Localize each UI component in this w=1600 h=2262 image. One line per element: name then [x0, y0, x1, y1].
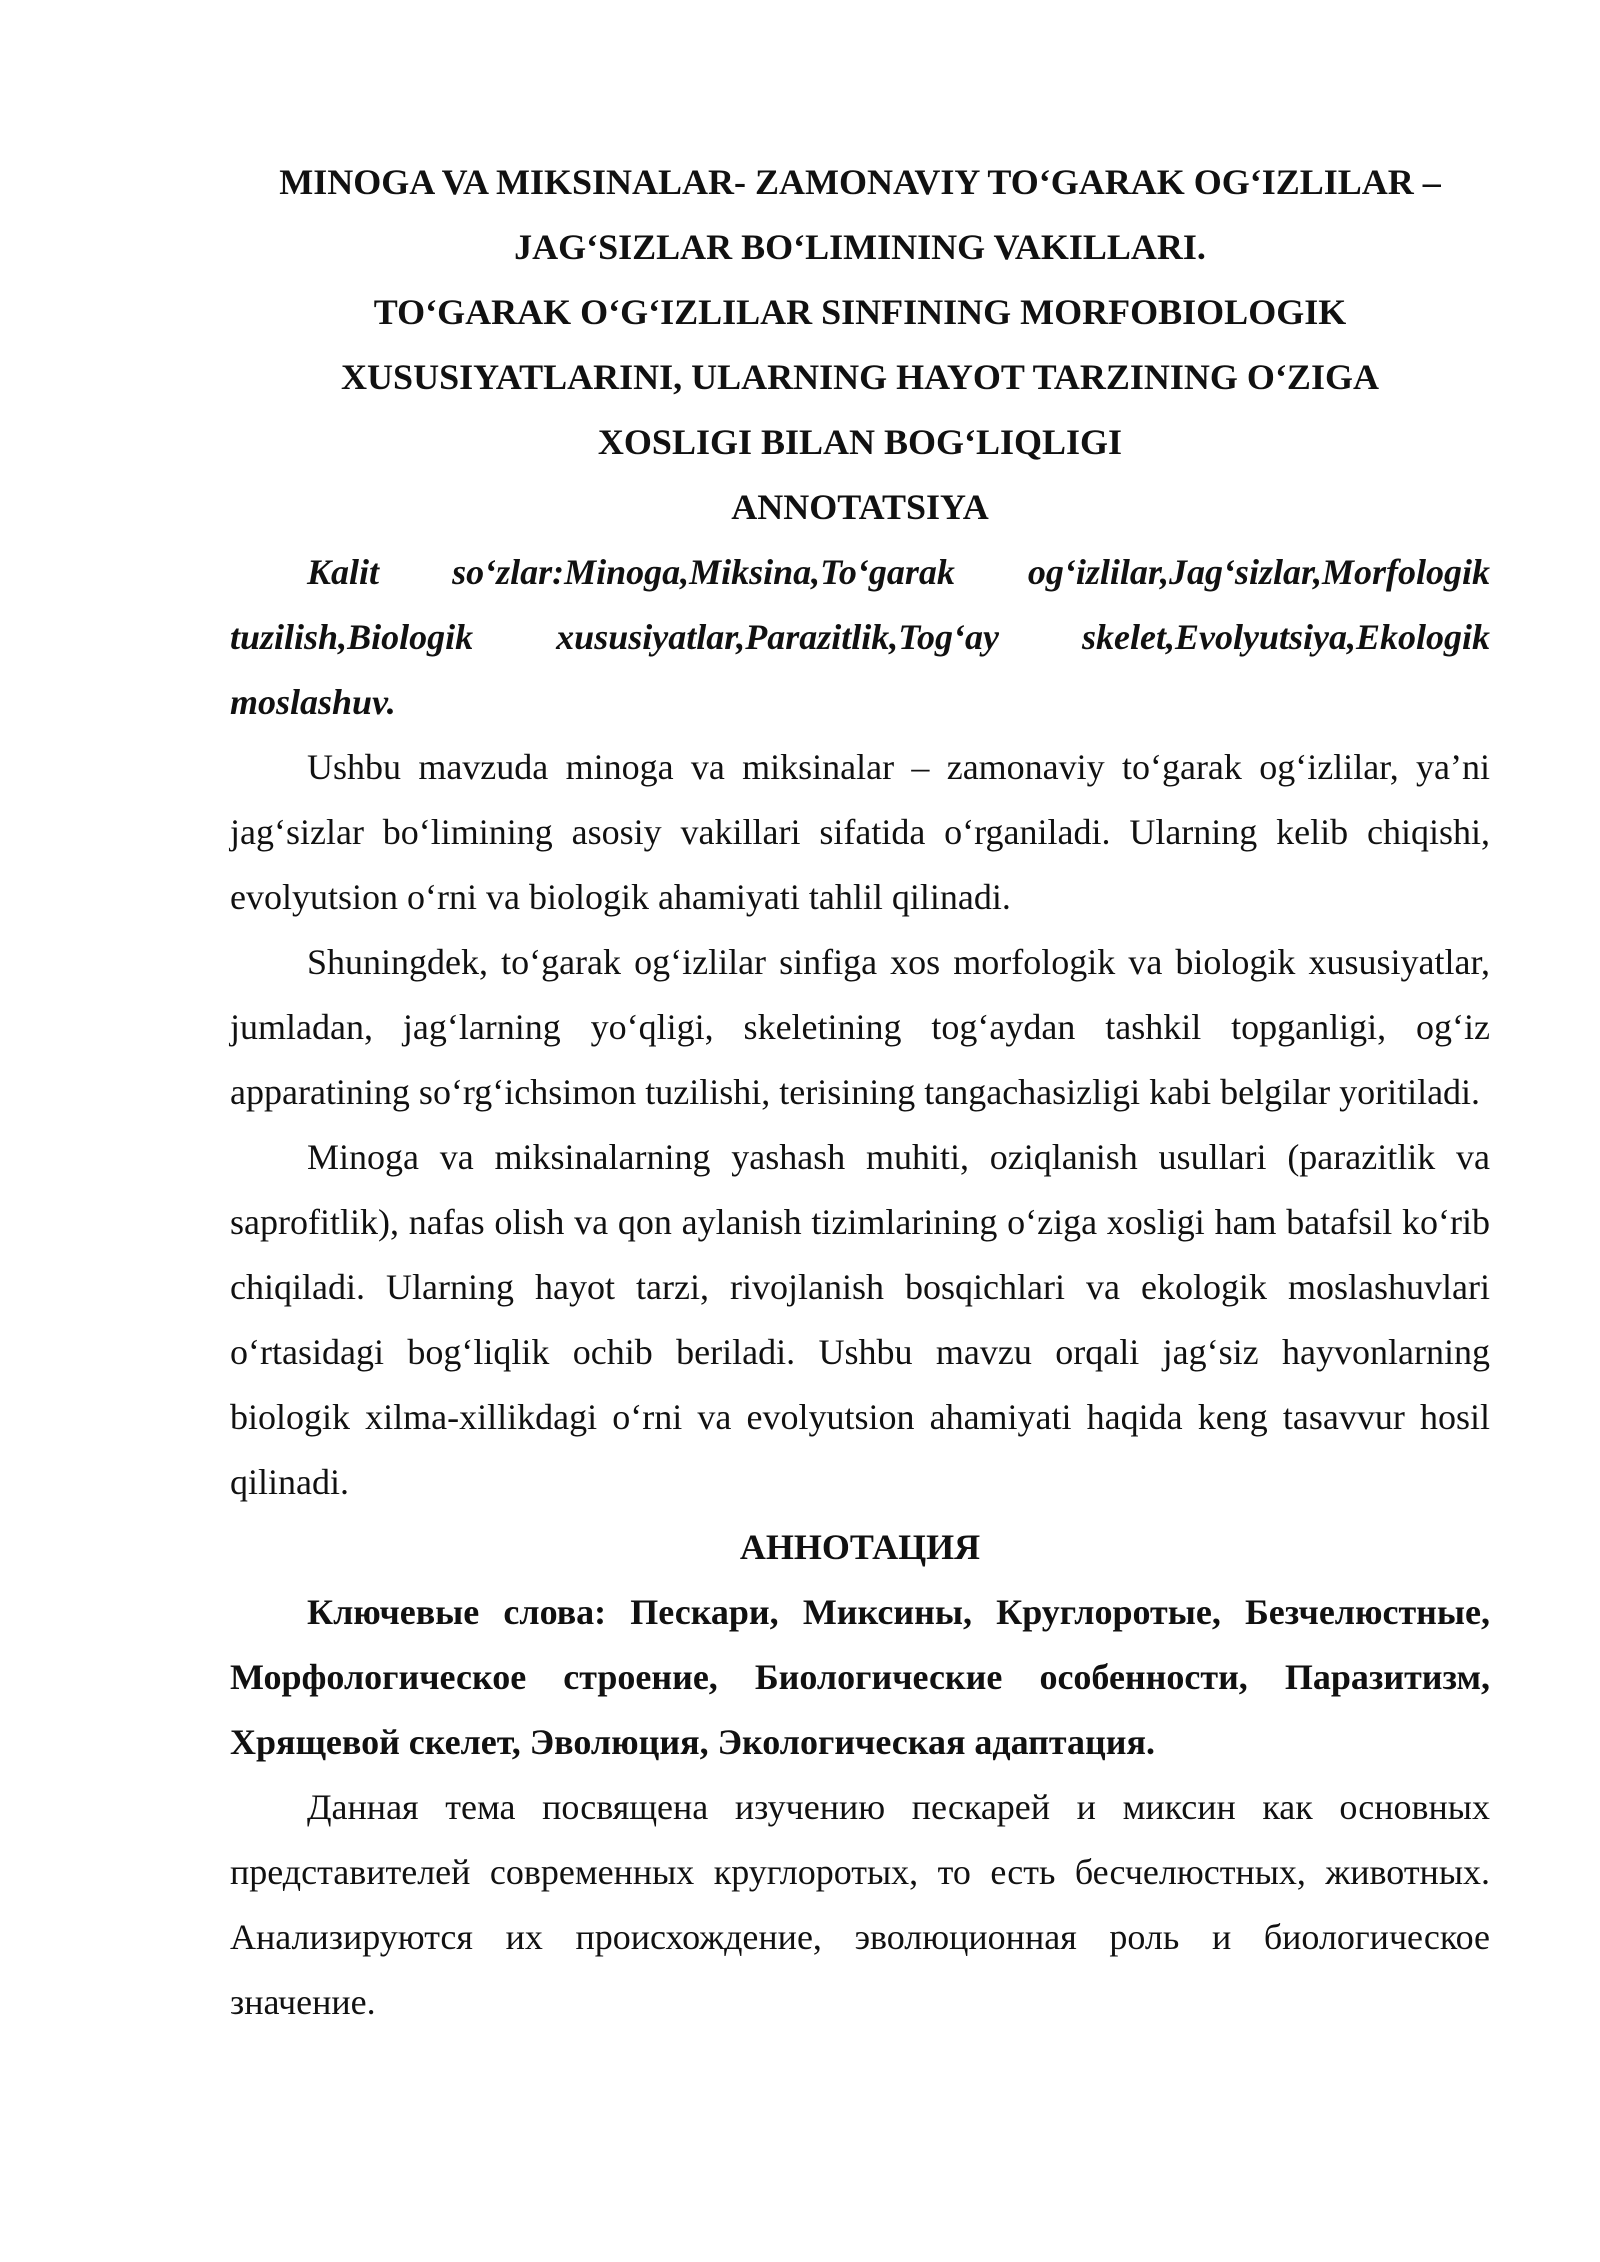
title-line: XUSUSIYATLARINI, ULARNING HAYOT TARZINING O‘ZIGA	[341, 357, 1379, 397]
annotation-uz-keywords: Kalit so‘zlar:Minoga,Miksina,To‘garak og‘izlilar,Jag‘sizlar,Morfologik tuzilish,Biologik xususiyatlar,Parazitlik,Tog‘ay skelet,Evolyutsiya,Ekologik moslashuv.	[230, 552, 1490, 722]
document-title	[230, 150, 1490, 475]
annotation-ru-paragraph: Данная тема посвящена изучению пескарей и миксин как основных представителей современных круглоротых, то есть бесчелюстных, животных. Анализируются их происхождение, эволюционная роль и биологическое значение.	[230, 1787, 1490, 2022]
annotation-ru-keywords: Ключевые слова: Пескари, Миксины, Круглоротые, Безчелюстные, Морфологическое строение, Биологические особенности, Паразитизм, Хрящевой скелет, Эволюция, Экологическая адаптация.	[230, 1592, 1490, 1762]
annotation-uz-paragraph: Shuningdek, to‘garak og‘izlilar sinfiga xos morfologik va biologik xususiyatlar, jumladan, jag‘larning yo‘qligi, skeletining tog‘aydan tashkil topganligi, og‘iz apparatining so‘rg‘ichsimon tuzilishi, terisining tangachasizligi kabi belgilar yoritiladi.	[230, 942, 1490, 1112]
title-line: MINOGA VA MIKSINALAR- ZAMONAVIY TO‘GARAK OG‘IZLILAR –	[279, 162, 1441, 202]
annotation-ru-heading: АННОТАЦИЯ	[739, 1527, 981, 1567]
annotation-uz-paragraph: Ushbu mavzuda minoga va miksinalar – zamonaviy to‘garak og‘izlilar, ya’ni jag‘sizlar bo‘limining asosiy vakillari sifatida o‘rganiladi. Ularning kelib chiqishi, evolyutsion o‘rni va biologik ahamiyati tahlil qilinadi.	[230, 747, 1490, 917]
document-page	[230, 150, 1490, 2035]
annotation-uz-heading: ANNOTATSIYA	[731, 487, 989, 527]
annotation-uz-paragraph: Minoga va miksinalarning yashash muhiti, oziqlanish usullari (parazitlik va saprofitlik), nafas olish va qon aylanish tizimlarining o‘ziga xosligi ham batafsil ko‘rib chiqiladi. Ularning hayot tarzi, rivojlanish bosqichlari va ekologik moslashuvlari o‘rtasidagi bog‘liqlik ochib beriladi. Ushbu mavzu orqali jag‘siz hayvonlarning biologik xilma-xillikdagi o‘rni va evolyutsion ahamiyati haqida keng tasavvur hosil qilinadi.	[230, 1137, 1490, 1502]
title-line: JAG‘SIZLAR BO‘LIMINING VAKILLARI.	[514, 227, 1206, 267]
title-line: XOSLIGI BILAN BOG‘LIQLIGI	[597, 422, 1123, 462]
title-line: TO‘GARAK O‘G‘IZLILAR SINFINING MORFOBIOLOGIK	[373, 292, 1347, 332]
